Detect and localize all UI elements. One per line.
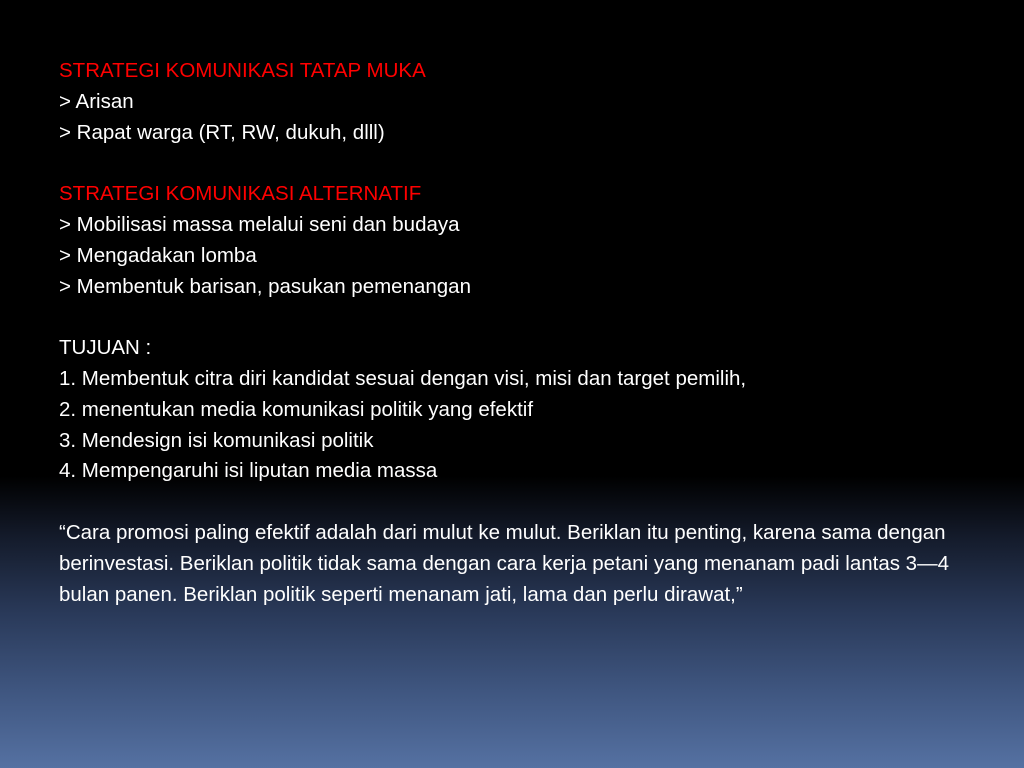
spacer (59, 148, 989, 179)
list-item: 2. menentukan media komunikasi politik yang efektif (59, 397, 534, 421)
list-item: > Rapat warga (RT, RW, dukuh, dlll) (59, 120, 385, 144)
list-item: > Mobilisasi massa melalui seni dan budaya (59, 212, 460, 236)
list-item: 3. Mendesign isi komunikasi politik (59, 428, 374, 452)
section-heading-alternative: STRATEGI KOMUNIKASI ALTERNATIF (59, 182, 422, 206)
list-item: 4. Mempengaruhi isi liputan media massa (59, 459, 438, 483)
spacer (59, 487, 989, 518)
quote-paragraph: “Cara promosi paling efektif adalah dari mulut ke mulut. Beriklan itu penting, karena sama dengan berinvestasi. Beriklan politik tidak sama dengan cara kerja petani yang menanam padi lantas 3—4 bulan panen. Beriklan politik seperti menanam jati, lama dan perlu dirawat,” (59, 520, 949, 606)
list-item: > Membentuk barisan, pasukan pemenangan (59, 274, 471, 298)
spacer (59, 302, 989, 333)
list-item: > Arisan (59, 89, 134, 113)
list-item: 1. Membentuk citra diri kandidat sesuai dengan visi, misi dan target pemilih, (59, 366, 747, 390)
section-heading-goals: TUJUAN : (59, 336, 152, 360)
slide-content (59, 56, 989, 610)
section-heading-face-to-face: STRATEGI KOMUNIKASI TATAP MUKA (59, 59, 426, 82)
list-item: > Mengadakan lomba (59, 243, 257, 267)
